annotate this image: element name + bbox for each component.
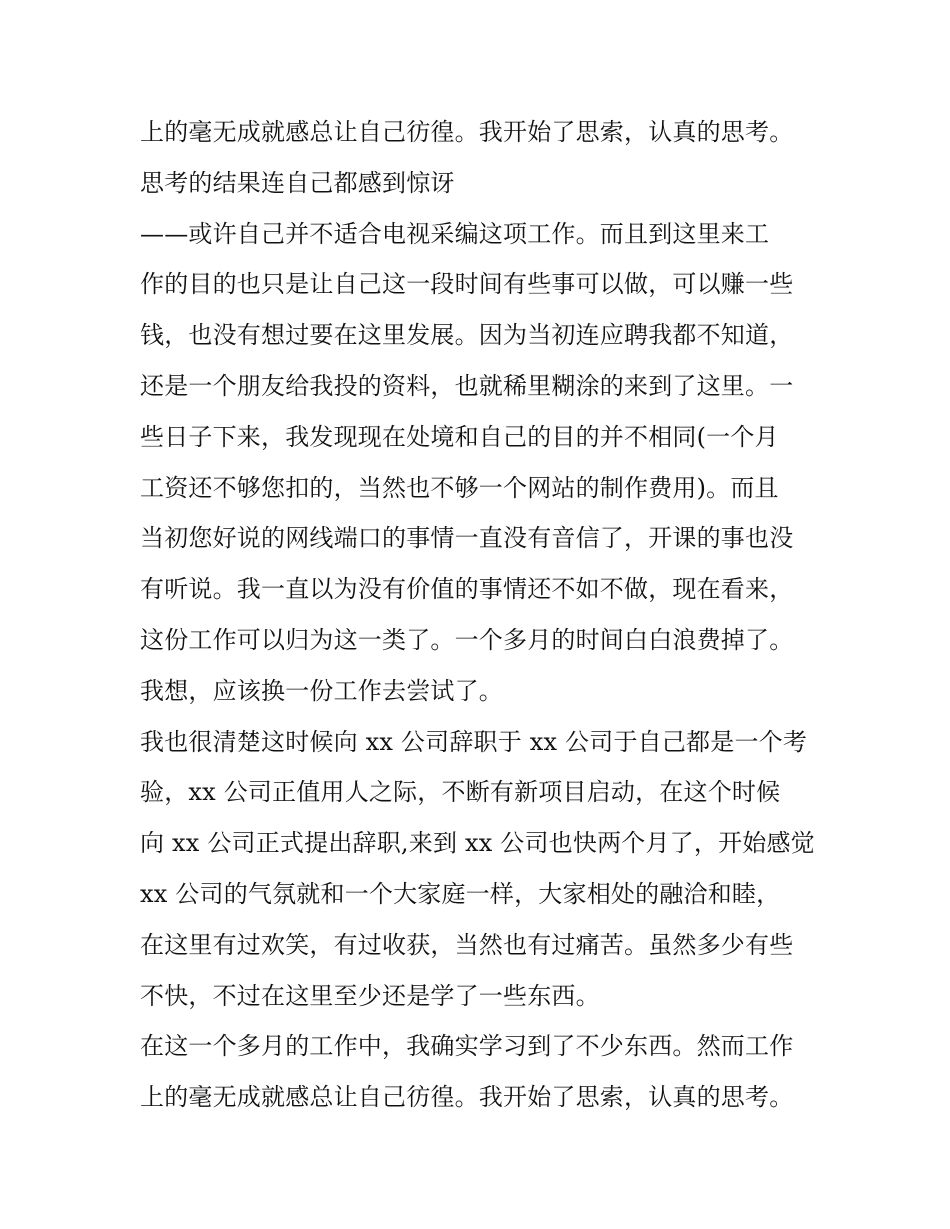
- text-line: ——或许自己并不适合电视采编这项工作。而且到这里来工: [140, 219, 770, 248]
- text-line: 作的目的也只是让自己这一段时间有些事可以做，可以赚一些: [140, 270, 794, 299]
- text-line: 有听说。我一直以为没有价值的事情还不如不做，现在看来，: [140, 575, 794, 604]
- text-line: 在这里有过欢笑，有过收获，当然也有过痛苦。虽然多少有些: [140, 930, 794, 959]
- text-line: 这份工作可以归为这一类了。一个多月的时间白白浪费掉了。: [140, 625, 794, 654]
- text-line: 不快，不过在这里至少还是学了一些东西。: [140, 981, 600, 1010]
- text-line: 当初您好说的网线端口的事情一直没有音信了，开课的事也没: [140, 524, 794, 553]
- text-line: 钱，也没有想过要在这里发展。因为当初连应聘我都不知道，: [140, 321, 794, 350]
- text-line: 上的毫无成就感总让自己彷徨。我开始了思索，认真的思考。: [140, 118, 794, 146]
- text-line: 工资还不够您扣的，当然也不够一个网站的制作费用)。而且: [140, 473, 779, 502]
- text-line: 我也很清楚这时候向 xx 公司辞职于 xx 公司于自己都是一个考: [140, 727, 808, 756]
- text-line: 在这一个多月的工作中，我确实学习到了不少东西。然而工作: [140, 1032, 794, 1061]
- text-line: 验，xx 公司正值用人之际，不断有新项目启动，在这个时候: [140, 778, 781, 807]
- text-line: 上的毫无成就感总让自己彷徨。我开始了思索，认真的思考。: [140, 1083, 794, 1112]
- text-line: 还是一个朋友给我投的资料，也就稀里糊涂的来到了这里。一: [140, 371, 794, 400]
- text-line: 些日子下来，我发现现在处境和自己的目的并不相同(一个月: [140, 422, 779, 451]
- text-line: 向 xx 公司正式提出辞职,来到 xx 公司也快两个月了，开始感觉: [140, 829, 815, 858]
- document-body: [140, 107, 830, 1123]
- text-line: 思考的结果连自己都感到惊讶: [140, 168, 455, 197]
- text-line: xx 公司的气氛就和一个大家庭一样，大家相处的融洽和睦，: [140, 879, 781, 908]
- text-line: 我想，应该换一份工作去尝试了。: [140, 676, 503, 705]
